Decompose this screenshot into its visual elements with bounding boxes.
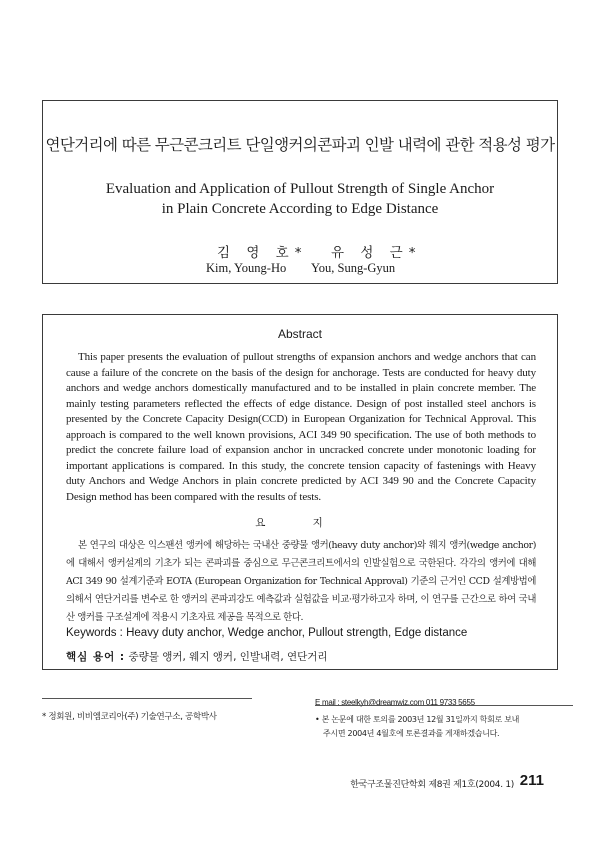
author1-korean: 김 영 호* <box>217 245 308 261</box>
page-number: 211 <box>519 772 544 789</box>
footnote-rule <box>42 698 252 699</box>
title-english-line2: in Plain Concrete According to Edge Distance <box>161 201 439 217</box>
contact-rule <box>315 705 573 706</box>
summary-heading: 요 지 <box>255 517 345 529</box>
keywords-korean-value: 중량물 앵커, 웨지 앵커, 인발내력, 연단거리 <box>128 651 328 663</box>
title-box <box>42 100 558 284</box>
title-korean: 연단거리에 따른 무근콘크리트 단일앵커의콘파괴 인발 내력에 관한 적용성 평가 <box>45 136 555 154</box>
footnote-affiliation: * 정회원, 비비엠코리아(주) 기술연구소, 공학박사 <box>42 712 217 722</box>
abstract-body: This paper presents the evaluation of pullout strengths of expansion anchors and wedge anchors that can cause a failure of the concrete on the basis of the design for anchorage. Tests are conducted for heavy duty anchors and wedge anchors domestically manufactured and to be installed in plain concrete member. The mainly testing parameters reflected the effects of edge distance. Design of post installed steel anchors is presented by the Concrete Capacity Design(CCD) in European Organization for Technical Approval. This approach is compared to the well known provisions, ACI 349 90 specification. The use of both methods to predict the concrete failure load of expansion anchor in uncracked concrete under monotonic loading for important applications is compared. In this study, the concrete tension capacity of fastenings with Heavy duty Anchors and Wedge Anchors in plain concrete predicted by ACI 349 90 and the Concrete Capacity Design method has been compared with the results of tests. <box>66 351 536 503</box>
abstract-heading: Abstract <box>277 327 322 341</box>
summary-body: 본 연구의 대상은 익스팬션 앵커에 해당하는 국내산 중량물 앵커(heavy duty anchor)와 웨지 앵커(wedge anchor)에 대해서 앵커설계의 기초가 되는 콘파괴를 중심으로 무근콘크리트에서의 인발실험으로 국한된다. 각각의 앵커에 대해 ACI 349 90 설계기준과 EOTA (European Organization for Technical Approval) 기준의 근거인 CCD 설계방법에 의해서 연단거리를 변수로 한 앵커의 콘파괴강도 예측값과 실험값을 비교·평가하고자 하며, 이 연구를 근간으로 하여 국내산 앵커를 구조설계에 적용시 기초자료 제공을 목적으로 한다. <box>66 540 536 623</box>
footnote-contact <box>315 696 565 741</box>
footnote-discussion-line1: • 본 논문에 대한 토의를 2003년 12월 31일까지 학회로 보내 <box>315 715 520 724</box>
keywords-english <box>66 627 536 639</box>
journal-citation: 한국구조물진단학회 제8권 제1호(2004. 1) <box>350 780 514 790</box>
keywords-label: Keywords : <box>66 627 123 639</box>
abstract-box <box>42 314 558 670</box>
title-english-line1: Evaluation and Application of Pullout Strength of Single Anchor <box>105 181 495 197</box>
footnote-email: E mail : steelkyh@dreamwiz.com 011 9733 5655 <box>315 698 475 707</box>
author2-korean: 유 성 근* <box>331 245 422 261</box>
footnote-discussion-line2: 주시면 2004년 4월호에 토론결과를 게재하겠습니다. <box>323 729 500 738</box>
author2-english: You, Sung-Gyun <box>311 261 396 275</box>
author1-english: Kim, Young-Ho <box>206 261 287 275</box>
title-english <box>43 179 557 219</box>
keywords-korean <box>66 649 536 664</box>
keywords-korean-label: 핵심 용어 : <box>66 651 126 663</box>
keywords-value: Heavy duty anchor, Wedge anchor, Pullout strength, Edge distance <box>126 627 468 639</box>
